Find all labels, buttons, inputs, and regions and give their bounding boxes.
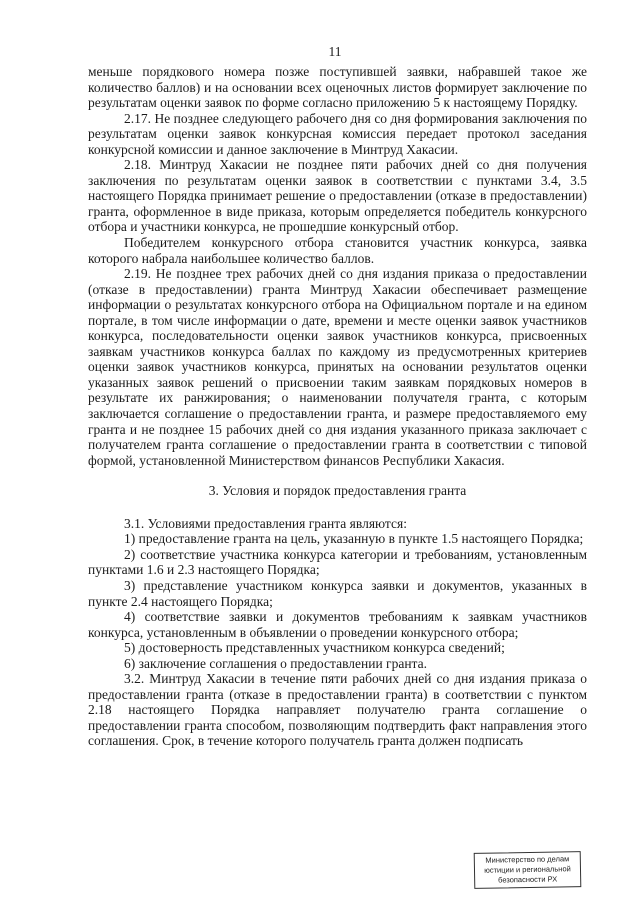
stamp-line: юстиции и региональной <box>484 864 571 875</box>
list-item: 2) соответствие участника конкурса категории и требованиям, установленным пунктами 1.6 и 2.3 настоящего Порядка; <box>88 546 587 578</box>
paragraph: 3.1. Условиями предоставления гранта являются: <box>124 515 407 531</box>
paragraph: 2.18. Минтруд Хакасии не позднее пяти рабочих дней со дня получения заключения по результатам оценки заявок в соответствии с пунктами 3.4, 3.5 настоящего Порядка принимает решение о предоставлении (отказе в предоставлении) гранта, оформленное в виде приказа, которым определяется победитель конкурсного отбора и участники конкурса, не прошедшие конкурсный отбор. <box>88 157 587 235</box>
document-body <box>88 64 587 749</box>
paragraph: меньше порядкового номера позже поступившей заявки, набравшей такое же количество баллов) и на основании всех оценочных листов формирует заключение по результатам оценки заявок по форме согласно приложению 5 к настоящему Порядку. <box>88 64 587 111</box>
paragraph: Победителем конкурсного отбора становится участник конкурса, заявка которого набрала наибольшее количество баллов. <box>88 235 587 266</box>
page-number: 11 <box>328 44 342 59</box>
list-item: 3) представление участником конкурса заявки и документов, указанных в пункте 2.4 настоящего Порядка; <box>88 577 587 609</box>
list-item: 6) заключение соглашения о предоставлении гранта. <box>124 655 427 671</box>
paragraph: 3.2. Минтруд Хакасии в течение пяти рабочих дней со дня издания приказа о предоставлении гранта (отказе в предоставлении гранта) в соответствии с пунктом 2.18 настоящего Порядка направляет получателю гранта соглашение о предоставлении гранта способом, позволяющим подтвердить факт направления этого соглашения. Срок, в течение которого получатель гранта должен подписать <box>88 671 587 749</box>
paragraph: 2.17. Не позднее следующего рабочего дня со дня формирования заключения по результатам оценки заявок конкурсная комиссия передает протокол заседания конкурсной комиссии и данное заключение в Минтруд Хакасии. <box>88 110 587 157</box>
registration-stamp <box>474 851 582 889</box>
list-item: 5) достоверность представленных участником конкурса сведений; <box>124 640 505 656</box>
stamp-line: безопасности РХ <box>497 874 558 885</box>
stamp-line: Министерство по делам <box>485 854 570 865</box>
section-heading: 3. Условия и порядок предоставления гранта <box>208 483 467 499</box>
list-item: 1) предоставление гранта на цель, указанную в пункте 1.5 настоящего Порядка; <box>124 531 584 547</box>
list-item: 4) соответствие заявки и документов требованиям к заявкам участников конкурса, установленным в объявлении о проведении конкурсного отбора; <box>88 609 587 640</box>
paragraph: 2.19. Не позднее трех рабочих дней со дня издания приказа о предоставлении (отказе в предоставлении) гранта Минтруд Хакасии обеспечивает размещение информации о результатах конкурсного отбора на Официальном портале и на едином портале, в том числе информации о дате, времени и месте оценки заявок участников конкурса, последовательности оценки заявок участников конкурса, присвоенных заявкам участников конкурса баллах по каждому из предусмотренных критериев оценки заявок участников конкурса, принятых на основании результатов оценки указанных заявок решений о присвоении таким заявкам порядковых номеров в результате их ранжирования; о наименовании получателя гранта, с которым заключается соглашение о предоставлении гранта, и размере предоставляемого ему гранта и не позднее 15 рабочих дней со дня издания указанного приказа заключает с получателем гранта соглашение о предоставлении гранта в соответствии с типовой формой, установленной Министерством финансов Республики Хакасия. <box>88 266 587 468</box>
